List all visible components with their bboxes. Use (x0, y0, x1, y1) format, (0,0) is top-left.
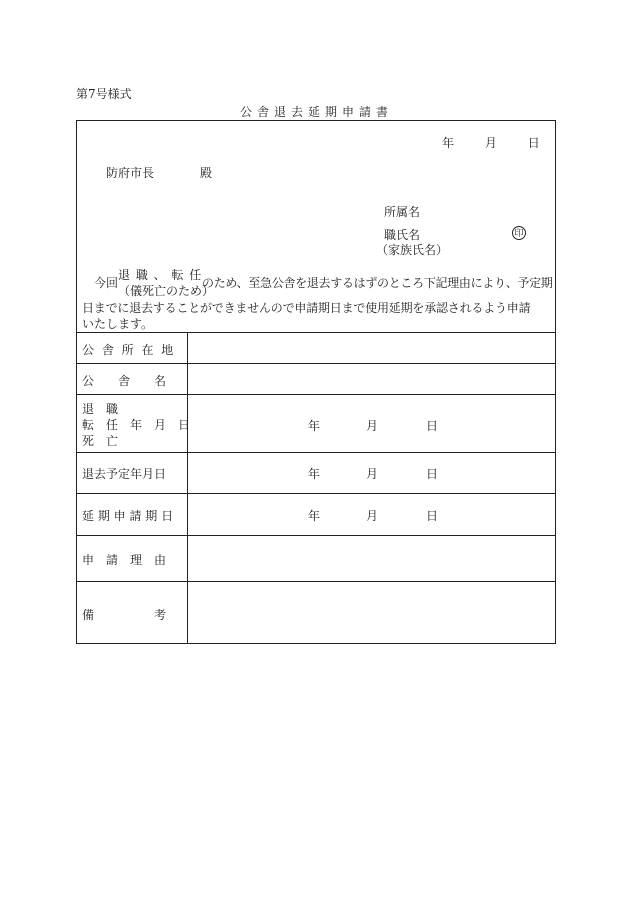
extension-month: 月 (366, 509, 379, 523)
affiliation-label: 所属名 (384, 205, 421, 219)
body-line-3: いたします。 (82, 317, 154, 331)
moveout-month: 月 (366, 467, 379, 481)
row-label-remarks: 備 考 (82, 608, 167, 622)
table-divider (76, 452, 556, 453)
row-value-remarks[interactable] (188, 582, 555, 643)
option-death: （儀死亡のため） (118, 284, 215, 298)
retire-month: 月 (366, 419, 379, 433)
moveout-year: 年 (308, 467, 321, 481)
date-day: 日 (527, 136, 540, 150)
option-retire-transfer: 退 職 、 転 任 (118, 268, 203, 282)
row-label-retire: 退 職 (82, 402, 119, 416)
row-label-reason: 申 請 理 由 (82, 553, 167, 567)
row-label-death: 死 亡 (82, 434, 119, 448)
extension-year: 年 (308, 509, 321, 523)
row-label-extension-date: 延 期 申 請 期 日 (82, 509, 174, 523)
moveout-day: 日 (426, 467, 439, 481)
body-line-1: のため、至急公舎を退去するはずのところ下記理由により、予定期 (202, 276, 553, 290)
row-label-transfer-date: 転 任 年 月 日 (82, 418, 191, 432)
extension-day: 日 (426, 509, 439, 523)
date-month: 月 (484, 136, 497, 150)
form-number: 第7号様式 (76, 87, 132, 101)
row-value-name[interactable] (188, 364, 555, 394)
row-label-moveout-date: 退去予定年月日 (82, 467, 167, 481)
date-year: 年 (442, 136, 455, 150)
row-value-address[interactable] (188, 333, 555, 363)
application-date[interactable] (442, 134, 540, 151)
name-label: 職氏名 (384, 228, 421, 242)
row-label-name: 公 舎 名 (82, 374, 167, 388)
retire-day: 日 (426, 419, 439, 433)
honorific: 殿 (200, 166, 213, 180)
row-label-address: 公 舎 所 在 地 (82, 343, 176, 357)
seal-icon: 印 (512, 226, 526, 240)
body-line-2: 日までに退去することができませんので申請期日まで使用延期を承認されるよう申請 (82, 301, 531, 315)
body-prefix: 今回 (94, 276, 119, 290)
addressee: 防府市長 (106, 166, 155, 180)
retire-year: 年 (308, 419, 321, 433)
row-value-reason[interactable] (188, 536, 555, 581)
table-divider (76, 394, 556, 395)
family-name-label: （家族氏名） (376, 243, 449, 257)
document-title: 公舎退去延期申請書 (239, 105, 393, 119)
table-divider (76, 493, 556, 494)
